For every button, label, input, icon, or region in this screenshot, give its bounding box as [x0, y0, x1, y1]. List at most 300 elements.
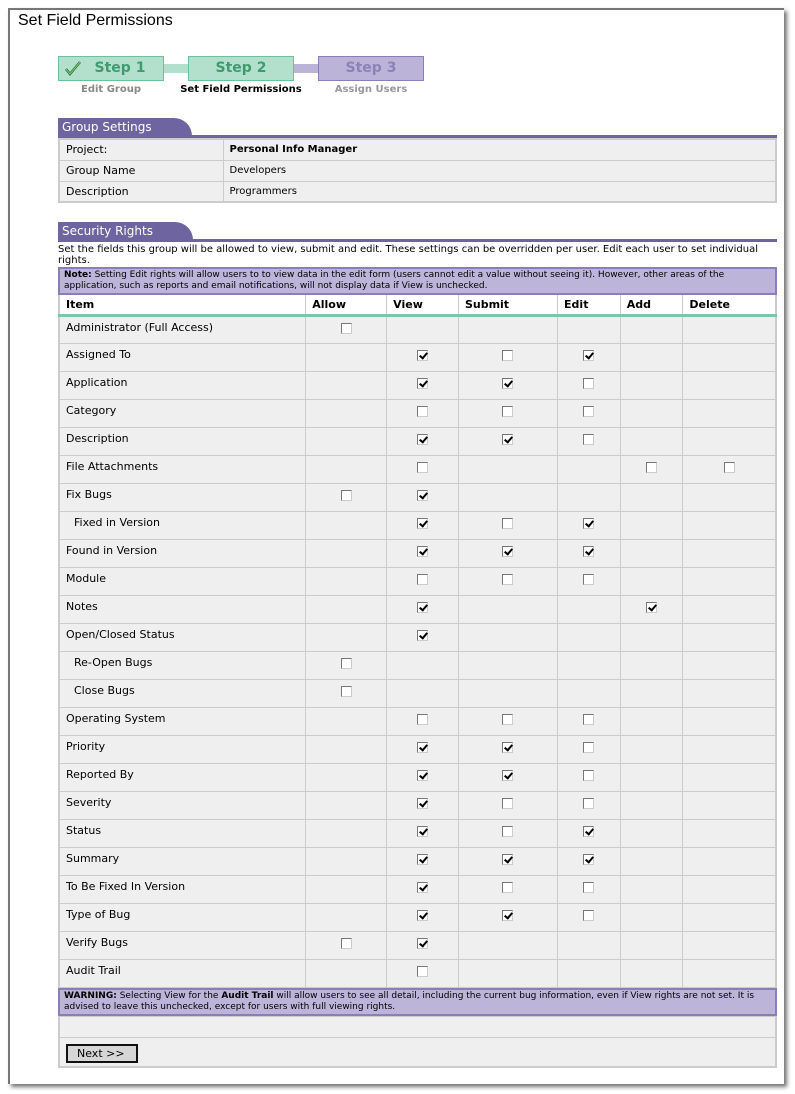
- add-checkbox[interactable]: [646, 462, 657, 473]
- group-settings-section: [58, 116, 777, 203]
- warning-box: [58, 988, 777, 1016]
- cell-allow: [306, 679, 387, 707]
- cell-delete: [683, 427, 776, 455]
- table-row: [59, 959, 776, 987]
- cell-allow: [306, 931, 387, 959]
- cell-allow: [306, 371, 387, 399]
- cell-view: [387, 371, 459, 399]
- item-name: Assigned To: [59, 343, 306, 371]
- table-row: [59, 567, 776, 595]
- cell-submit: [458, 679, 557, 707]
- view-checkbox[interactable]: [417, 910, 428, 921]
- cell-view: [387, 511, 459, 539]
- cell-submit: [458, 875, 557, 903]
- step-2-label: Step 2: [215, 60, 267, 76]
- edit-checkbox[interactable]: [583, 350, 594, 361]
- cell-allow: [306, 651, 387, 679]
- column-header-submit: Submit: [458, 295, 557, 315]
- submit-checkbox[interactable]: [502, 770, 513, 781]
- cell-add: [620, 791, 683, 819]
- item-name: Re-Open Bugs: [59, 651, 306, 679]
- cell-allow: [306, 735, 387, 763]
- page-frame: [8, 8, 784, 1084]
- cell-edit: [558, 567, 621, 595]
- table-row: [59, 903, 776, 931]
- page-title: Set Field Permissions: [18, 12, 173, 29]
- cell-edit: [558, 455, 621, 483]
- cell-allow: [306, 427, 387, 455]
- step-3: [318, 56, 424, 81]
- view-checkbox[interactable]: [417, 630, 428, 641]
- cell-edit: [558, 539, 621, 567]
- wizard-steps: [58, 56, 428, 106]
- cell-delete: [683, 959, 776, 987]
- group-settings-heading: Group Settings: [58, 118, 192, 136]
- step-connector: [294, 64, 318, 73]
- info-key: Project:: [59, 139, 223, 160]
- checkmark-icon: [64, 59, 82, 77]
- security-rights-table: [58, 295, 777, 988]
- allow-checkbox[interactable]: [341, 323, 352, 334]
- cell-view: [387, 791, 459, 819]
- cell-add: [620, 959, 683, 987]
- step-1-label: Step 1: [94, 60, 146, 76]
- group-settings-table: [58, 138, 777, 203]
- submit-checkbox[interactable]: [502, 882, 513, 893]
- next-button[interactable]: Next >>: [66, 1044, 138, 1063]
- item-name: Notes: [59, 595, 306, 623]
- info-row: [59, 139, 776, 160]
- edit-checkbox[interactable]: [583, 546, 594, 557]
- add-checkbox[interactable]: [646, 602, 657, 613]
- cell-submit: [458, 567, 557, 595]
- cell-view: [387, 595, 459, 623]
- cell-allow: [306, 455, 387, 483]
- cell-delete: [683, 707, 776, 735]
- cell-delete: [683, 875, 776, 903]
- edit-checkbox[interactable]: [583, 770, 594, 781]
- cell-submit: [458, 427, 557, 455]
- cell-add: [620, 875, 683, 903]
- submit-checkbox[interactable]: [502, 518, 513, 529]
- cell-edit: [558, 371, 621, 399]
- cell-submit: [458, 819, 557, 847]
- cell-delete: [683, 623, 776, 651]
- cell-allow: [306, 959, 387, 987]
- cell-edit: [558, 875, 621, 903]
- table-row: [59, 539, 776, 567]
- cell-add: [620, 819, 683, 847]
- item-name: Module: [59, 567, 306, 595]
- table-row: [59, 483, 776, 511]
- view-checkbox[interactable]: [417, 798, 428, 809]
- info-row: [59, 160, 776, 181]
- table-row: [59, 623, 776, 651]
- cell-delete: [683, 343, 776, 371]
- cell-submit: [458, 763, 557, 791]
- cell-allow: [306, 539, 387, 567]
- cell-view: [387, 875, 459, 903]
- cell-edit: [558, 315, 621, 343]
- cell-delete: [683, 399, 776, 427]
- submit-checkbox[interactable]: [502, 350, 513, 361]
- view-checkbox[interactable]: [417, 378, 428, 389]
- table-row: [59, 763, 776, 791]
- view-checkbox[interactable]: [417, 546, 428, 557]
- edit-checkbox[interactable]: [583, 434, 594, 445]
- info-key: Group Name: [59, 160, 223, 181]
- submit-checkbox[interactable]: [502, 434, 513, 445]
- cell-submit: [458, 483, 557, 511]
- cell-allow: [306, 791, 387, 819]
- note-label: Note:: [64, 270, 92, 280]
- cell-delete: [683, 315, 776, 343]
- submit-checkbox[interactable]: [502, 546, 513, 557]
- step-1: [58, 56, 164, 81]
- cell-edit: [558, 903, 621, 931]
- cell-edit: [558, 343, 621, 371]
- table-row: [59, 679, 776, 707]
- edit-checkbox[interactable]: [583, 910, 594, 921]
- item-name: Description: [59, 427, 306, 455]
- cell-view: [387, 343, 459, 371]
- edit-checkbox[interactable]: [583, 574, 594, 585]
- table-row: [59, 931, 776, 959]
- cell-view: [387, 847, 459, 875]
- item-name: Verify Bugs: [59, 931, 306, 959]
- footer-spacer: [58, 1016, 777, 1038]
- step-1-caption: Edit Group: [81, 84, 141, 95]
- item-name: Found in Version: [59, 539, 306, 567]
- cell-add: [620, 427, 683, 455]
- cell-view: [387, 959, 459, 987]
- column-header-view: View: [387, 295, 459, 315]
- item-name: Administrator (Full Access): [59, 315, 306, 343]
- edit-checkbox[interactable]: [583, 378, 594, 389]
- step-3-caption: Assign Users: [334, 84, 408, 95]
- view-checkbox[interactable]: [417, 742, 428, 753]
- cell-submit: [458, 315, 557, 343]
- table-row: [59, 455, 776, 483]
- cell-view: [387, 707, 459, 735]
- cell-delete: [683, 903, 776, 931]
- item-name: Summary: [59, 847, 306, 875]
- cell-add: [620, 707, 683, 735]
- cell-view: [387, 539, 459, 567]
- footer-actions: [58, 1038, 777, 1068]
- note-box: [58, 267, 777, 295]
- step-2: [188, 56, 294, 81]
- item-name: Open/Closed Status: [59, 623, 306, 651]
- cell-add: [620, 623, 683, 651]
- view-checkbox[interactable]: [417, 714, 428, 725]
- security-rights-heading: Security Rights: [58, 222, 193, 240]
- view-checkbox[interactable]: [417, 826, 428, 837]
- allow-checkbox[interactable]: [341, 686, 352, 697]
- table-row: [59, 707, 776, 735]
- column-header-delete: Delete: [683, 295, 776, 315]
- cell-allow: [306, 567, 387, 595]
- edit-checkbox[interactable]: [583, 882, 594, 893]
- view-checkbox[interactable]: [417, 490, 428, 501]
- cell-delete: [683, 511, 776, 539]
- cell-delete: [683, 455, 776, 483]
- edit-checkbox[interactable]: [583, 714, 594, 725]
- cell-edit: [558, 623, 621, 651]
- cell-edit: [558, 399, 621, 427]
- submit-checkbox[interactable]: [502, 406, 513, 417]
- cell-add: [620, 763, 683, 791]
- warning-label: WARNING:: [64, 990, 117, 1001]
- cell-view: [387, 399, 459, 427]
- submit-checkbox[interactable]: [502, 714, 513, 725]
- cell-submit: [458, 399, 557, 427]
- cell-delete: [683, 483, 776, 511]
- cell-view: [387, 819, 459, 847]
- cell-edit: [558, 763, 621, 791]
- view-checkbox[interactable]: [417, 406, 428, 417]
- table-row: [59, 847, 776, 875]
- cell-allow: [306, 399, 387, 427]
- table-row: [59, 427, 776, 455]
- cell-edit: [558, 707, 621, 735]
- cell-submit: [458, 595, 557, 623]
- view-checkbox[interactable]: [417, 882, 428, 893]
- info-value-description: Programmers: [223, 181, 776, 202]
- cell-submit: [458, 455, 557, 483]
- item-name: Operating System: [59, 707, 306, 735]
- cell-edit: [558, 483, 621, 511]
- cell-delete: [683, 539, 776, 567]
- cell-submit: [458, 511, 557, 539]
- submit-checkbox[interactable]: [502, 854, 513, 865]
- cell-edit: [558, 511, 621, 539]
- item-name: Severity: [59, 791, 306, 819]
- submit-checkbox[interactable]: [502, 574, 513, 585]
- cell-allow: [306, 343, 387, 371]
- table-row: [59, 875, 776, 903]
- cell-add: [620, 567, 683, 595]
- info-key: Description: [59, 181, 223, 202]
- item-name: File Attachments: [59, 455, 306, 483]
- cell-submit: [458, 903, 557, 931]
- view-checkbox[interactable]: [417, 518, 428, 529]
- item-name: Application: [59, 371, 306, 399]
- item-name: Audit Trail: [59, 959, 306, 987]
- cell-delete: [683, 791, 776, 819]
- step-3-label: Step 3: [345, 60, 397, 76]
- cell-delete: [683, 735, 776, 763]
- cell-allow: [306, 903, 387, 931]
- cell-submit: [458, 735, 557, 763]
- cell-delete: [683, 819, 776, 847]
- cell-add: [620, 371, 683, 399]
- table-row: [59, 315, 776, 343]
- view-checkbox[interactable]: [417, 434, 428, 445]
- cell-allow: [306, 763, 387, 791]
- table-row: [59, 371, 776, 399]
- table-row: [59, 343, 776, 371]
- cell-add: [620, 539, 683, 567]
- cell-allow: [306, 623, 387, 651]
- edit-checkbox[interactable]: [583, 742, 594, 753]
- cell-edit: [558, 931, 621, 959]
- cell-allow: [306, 847, 387, 875]
- cell-add: [620, 651, 683, 679]
- item-name: Reported By: [59, 763, 306, 791]
- allow-checkbox[interactable]: [341, 938, 352, 949]
- view-checkbox[interactable]: [417, 854, 428, 865]
- cell-allow: [306, 595, 387, 623]
- column-header-allow: Allow: [306, 295, 387, 315]
- cell-edit: [558, 819, 621, 847]
- cell-add: [620, 483, 683, 511]
- column-header-item: Item: [59, 295, 306, 315]
- info-value-group-name: Developers: [223, 160, 776, 181]
- cell-view: [387, 483, 459, 511]
- security-rights-description: Set the fields this group will be allowed to view, submit and edit. These settings can be overridden per user. Edit each user to set individual rights.: [58, 244, 758, 266]
- cell-add: [620, 903, 683, 931]
- cell-delete: [683, 595, 776, 623]
- cell-view: [387, 931, 459, 959]
- cell-submit: [458, 847, 557, 875]
- cell-add: [620, 847, 683, 875]
- cell-allow: [306, 483, 387, 511]
- cell-submit: [458, 931, 557, 959]
- cell-submit: [458, 707, 557, 735]
- cell-add: [620, 511, 683, 539]
- cell-view: [387, 903, 459, 931]
- security-rights-section: [58, 220, 777, 1068]
- view-checkbox[interactable]: [417, 770, 428, 781]
- cell-view: [387, 455, 459, 483]
- cell-delete: [683, 847, 776, 875]
- warning-text-bold: Audit Trail: [221, 990, 274, 1001]
- table-row: [59, 511, 776, 539]
- item-name: Priority: [59, 735, 306, 763]
- cell-add: [620, 735, 683, 763]
- cell-allow: [306, 875, 387, 903]
- edit-checkbox[interactable]: [583, 826, 594, 837]
- cell-submit: [458, 623, 557, 651]
- cell-add: [620, 455, 683, 483]
- cell-add: [620, 399, 683, 427]
- cell-edit: [558, 595, 621, 623]
- submit-checkbox[interactable]: [502, 910, 513, 921]
- cell-view: [387, 567, 459, 595]
- cell-edit: [558, 847, 621, 875]
- cell-add: [620, 931, 683, 959]
- step-connector: [164, 64, 188, 73]
- cell-allow: [306, 707, 387, 735]
- cell-add: [620, 343, 683, 371]
- cell-add: [620, 315, 683, 343]
- edit-checkbox[interactable]: [583, 518, 594, 529]
- cell-view: [387, 623, 459, 651]
- column-header-edit: Edit: [558, 295, 621, 315]
- cell-view: [387, 427, 459, 455]
- cell-delete: [683, 651, 776, 679]
- cell-edit: [558, 427, 621, 455]
- item-name: Type of Bug: [59, 903, 306, 931]
- cell-view: [387, 763, 459, 791]
- cell-edit: [558, 791, 621, 819]
- cell-allow: [306, 819, 387, 847]
- item-name: Fix Bugs: [59, 483, 306, 511]
- edit-checkbox[interactable]: [583, 854, 594, 865]
- view-checkbox[interactable]: [417, 938, 428, 949]
- cell-submit: [458, 791, 557, 819]
- table-row: [59, 735, 776, 763]
- allow-checkbox[interactable]: [341, 490, 352, 501]
- view-checkbox[interactable]: [417, 574, 428, 585]
- cell-edit: [558, 959, 621, 987]
- cell-view: [387, 735, 459, 763]
- step-2-caption: Set Field Permissions: [180, 84, 302, 95]
- item-name: Close Bugs: [59, 679, 306, 707]
- view-checkbox[interactable]: [417, 966, 428, 977]
- cell-submit: [458, 343, 557, 371]
- submit-checkbox[interactable]: [502, 378, 513, 389]
- cell-view: [387, 679, 459, 707]
- cell-delete: [683, 763, 776, 791]
- view-checkbox[interactable]: [417, 462, 428, 473]
- table-row: [59, 791, 776, 819]
- cell-delete: [683, 931, 776, 959]
- table-row: [59, 651, 776, 679]
- cell-view: [387, 651, 459, 679]
- submit-checkbox[interactable]: [502, 798, 513, 809]
- cell-edit: [558, 679, 621, 707]
- view-checkbox[interactable]: [417, 350, 428, 361]
- cell-delete: [683, 679, 776, 707]
- item-name: Fixed in Version: [59, 511, 306, 539]
- view-checkbox[interactable]: [417, 602, 428, 613]
- submit-checkbox[interactable]: [502, 742, 513, 753]
- cell-allow: [306, 315, 387, 343]
- item-name: Category: [59, 399, 306, 427]
- info-value-project: Personal Info Manager: [223, 139, 776, 160]
- warning-text-pre: Selecting View for the: [116, 990, 222, 1001]
- cell-submit: [458, 539, 557, 567]
- cell-add: [620, 679, 683, 707]
- column-header-add: Add: [620, 295, 683, 315]
- table-row: [59, 399, 776, 427]
- allow-checkbox[interactable]: [341, 658, 352, 669]
- cell-submit: [458, 959, 557, 987]
- item-name: Status: [59, 819, 306, 847]
- cell-submit: [458, 371, 557, 399]
- edit-checkbox[interactable]: [583, 406, 594, 417]
- item-name: To Be Fixed In Version: [59, 875, 306, 903]
- warning-text-post: will allow users to see all detail, including the current bug information, even if View rights are not set. It is advised to leave this unchecked, except for users with full viewing rights.: [64, 990, 755, 1012]
- table-row: [59, 819, 776, 847]
- table-row: [59, 595, 776, 623]
- cell-add: [620, 595, 683, 623]
- submit-checkbox[interactable]: [502, 826, 513, 837]
- cell-edit: [558, 735, 621, 763]
- edit-checkbox[interactable]: [583, 798, 594, 809]
- info-row: [59, 181, 776, 202]
- note-text: Setting Edit rights will allow users to to view data in the edit form (users cannot edit a value without seeing it). However, other areas of the application, such as reports and email notifications, will not display data if View is unchecked.: [64, 270, 725, 291]
- cell-delete: [683, 567, 776, 595]
- cell-edit: [558, 651, 621, 679]
- delete-checkbox[interactable]: [724, 462, 735, 473]
- table-header-row: [59, 295, 776, 315]
- cell-delete: [683, 371, 776, 399]
- cell-view: [387, 315, 459, 343]
- cell-allow: [306, 511, 387, 539]
